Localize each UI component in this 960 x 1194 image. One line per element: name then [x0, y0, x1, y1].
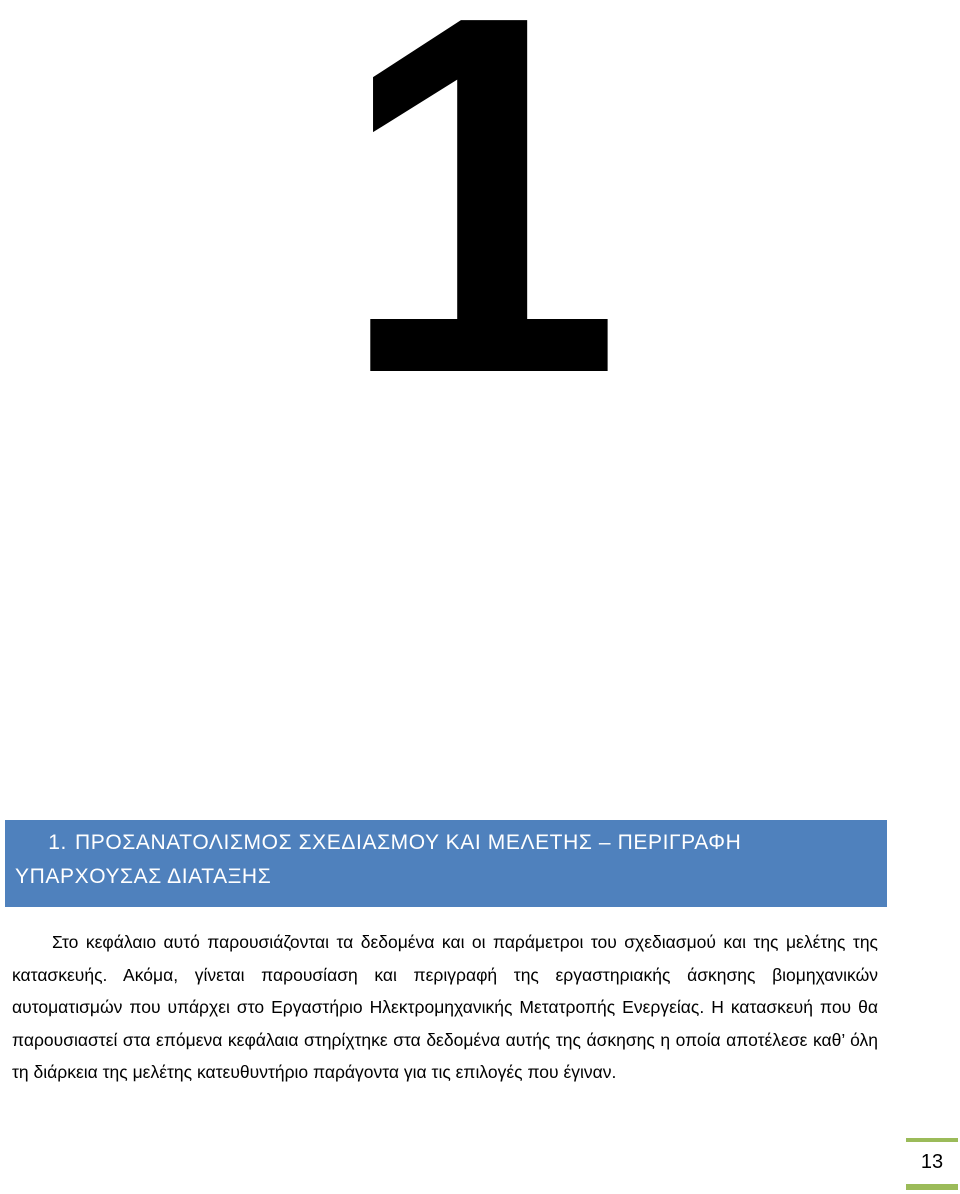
body-paragraph-text: Στο κεφάλαιο αυτό παρουσιάζονται τα δεδομένα και οι παράμετροι του σχεδιασμού και της μελέτης της κατασκευής. Ακόμα, γίνεται παρουσίαση και περιγραφή της εργαστηριακής άσκησης βιομηχανικών αυτοματισμών που υπάρχει στο Εργαστήριο Ηλεκτρομηχανικής Μετατροπής Ενεργείας. Η κατασκευή που θα παρουσιαστεί στα επόμενα κεφάλαια στηρίχτηκε στα δεδομένα αυτής της άσκησης η οποία αποτέλεσε καθ’ όλη τη διάρκεια της μελέτης κατευθυντήριο παράγοντα για τις επιλογές που έγιναν. — [12, 932, 878, 1082]
footer-rule-top — [906, 1138, 958, 1142]
chapter-number: 1 — [338, 0, 622, 480]
body-paragraph — [12, 926, 878, 1089]
section-number: 1. — [48, 831, 67, 854]
section-heading-bar — [5, 820, 887, 907]
footer-rule-bottom — [906, 1184, 958, 1190]
page-footer — [906, 1138, 958, 1190]
section-heading-line1: ΠΡΟΣΑΝΑΤΟΛΙΣΜΟΣ ΣΧΕΔΙΑΣΜΟΥ ΚΑΙ ΜΕΛΕΤΗΣ – ΠΕΡΙΓΡΑΦΗ — [75, 831, 742, 854]
section-heading-line2: ΥΠΑΡΧΟΥΣΑΣ ΔΙΑΤΑΞΗΣ — [15, 865, 272, 888]
section-heading — [15, 826, 869, 894]
page-number: 13 — [920, 1151, 944, 1173]
